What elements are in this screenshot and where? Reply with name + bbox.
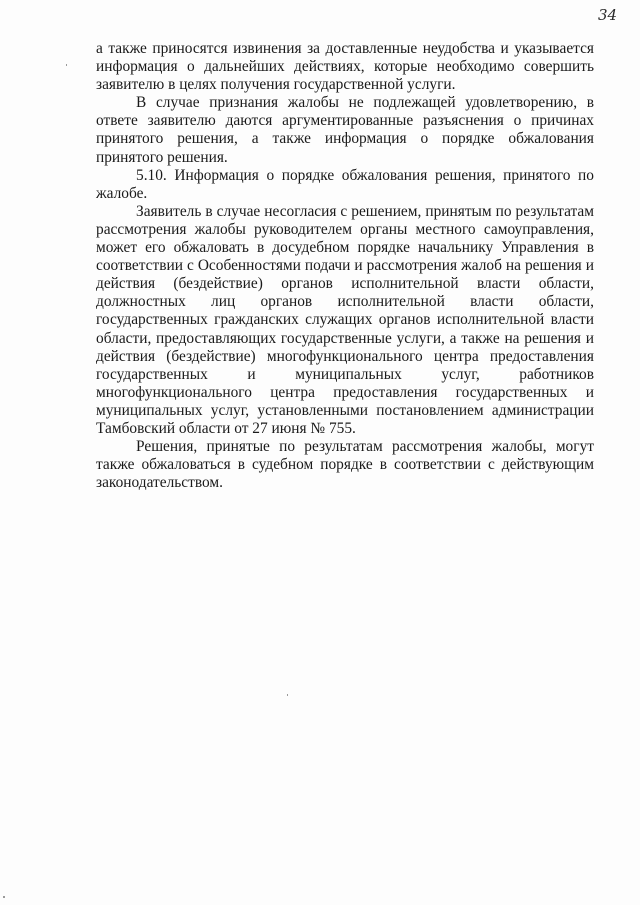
scan-speck [66, 64, 67, 66]
document-body [96, 40, 594, 492]
section-heading-5-10: 5.10. Информация о порядке обжалования решения, принятого по жалобе. [96, 166, 594, 202]
paragraph-apology-info: а также приносятся извинения за доставленные неудобства и указывается информация о дальнейших действиях, которые необходимо совершить заявителю в целях получения государственной услуги. [96, 40, 594, 94]
scan-speck [287, 694, 288, 696]
paragraph-judicial-appeal: Решения, принятые по результатам рассмотрения жалобы, могут также обжаловаться в судебном порядке в соответствии с действующим законодательством. [96, 438, 594, 492]
paragraph-appeal-procedure: Заявитель в случае несогласия с решением, принятым по результатам рассмотрения жалобы руководителем органы местного самоуправления, может его обжаловать в досудебном порядке начальнику Управления в соответствии с Особенностями подачи и рассмотрения жалоб на решения и действия (бездействие) органов исполнительной власти области, должностных лиц органов исполнительной власти области, государственных гражданских служащих органов исполнительной власти области, предоставляющих государственные услуги, а также на решения и действия (бездействие) многофункционального центра предоставления государственных и муниципальных услуг, работников многофункционального центра предоставления государственных и муниципальных услуг, установленными постановлением администрации Тамбовский области от 27 июня № 755. [96, 202, 594, 437]
page-number: 34 [598, 6, 618, 24]
scan-speck [3, 896, 5, 898]
paragraph-complaint-rejected: В случае признания жалобы не подлежащей удовлетворению, в ответе заявителю даются аргументированные разъяснения о причинах принятого решения, а также информация о порядке обжалования принятого решения. [96, 94, 594, 166]
